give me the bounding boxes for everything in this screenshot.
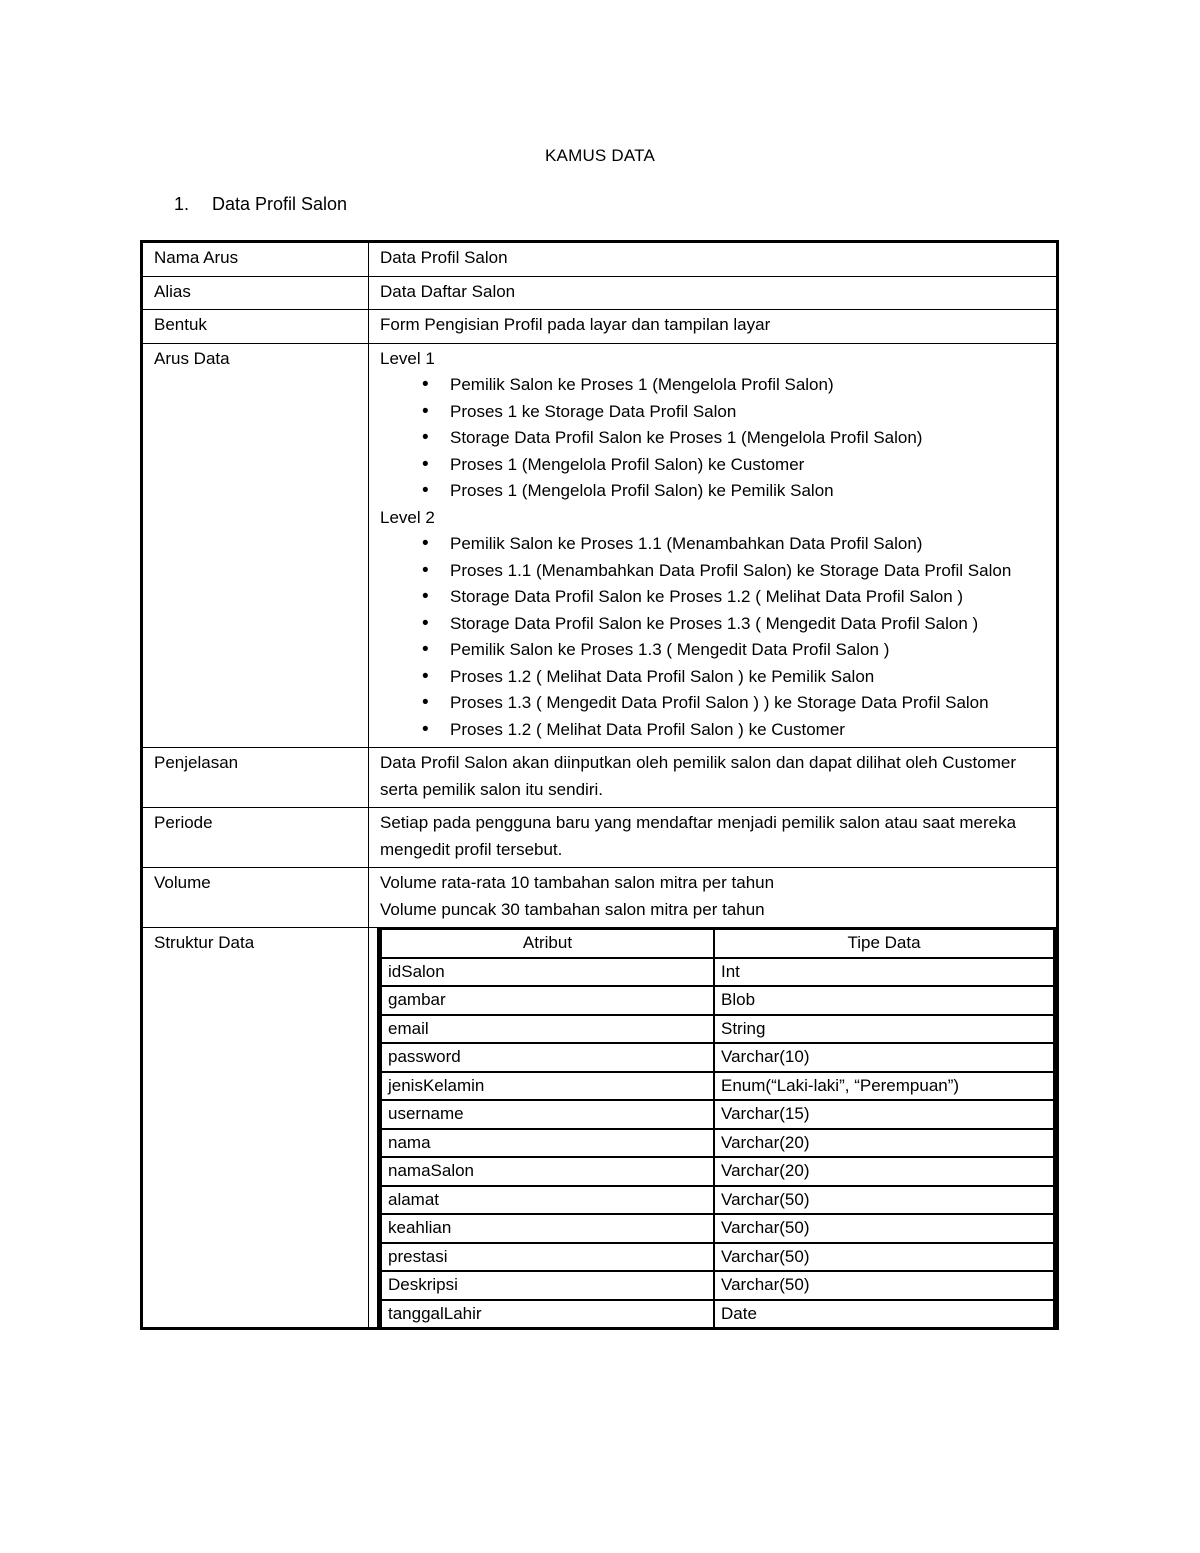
type-cell: Varchar(20): [714, 1129, 1055, 1158]
table-row: [381, 1157, 1055, 1186]
list-item: • Pemilik Salon ke Proses 1.1 (Menambahkan Data Profil Salon): [450, 531, 1046, 558]
type-cell: Varchar(50): [714, 1271, 1055, 1300]
level-2-list: [380, 531, 1046, 743]
list-item: • Proses 1 (Mengelola Profil Salon) ke Pemilik Salon: [450, 478, 1046, 505]
row-alias: [142, 276, 1058, 310]
table-row: [381, 1214, 1055, 1243]
value-nama-arus: Data Profil Salon: [369, 242, 1058, 277]
attribute-cell: alamat: [381, 1186, 714, 1215]
label-arus-data: Arus Data: [142, 343, 369, 748]
attribute-cell: nama: [381, 1129, 714, 1158]
label-bentuk: Bentuk: [142, 310, 369, 344]
label-penjelasan: Penjelasan: [142, 748, 369, 808]
list-item: • Pemilik Salon ke Proses 1 (Mengelola Profil Salon): [450, 372, 1046, 399]
type-cell: Varchar(50): [714, 1186, 1055, 1215]
list-item: • Proses 1.3 ( Mengedit Data Profil Salon ) ) ke Storage Data Profil Salon: [450, 690, 1046, 717]
type-cell: Int: [714, 958, 1055, 987]
attribute-cell: username: [381, 1100, 714, 1129]
row-arus-data: [142, 343, 1058, 748]
row-volume: [142, 868, 1058, 928]
list-item: • Pemilik Salon ke Proses 1.3 ( Mengedit Data Profil Salon ): [450, 637, 1046, 664]
value-penjelasan: Data Profil Salon akan diinputkan oleh pemilik salon dan dapat dilihat oleh Customer serta pemilik salon itu sendiri.: [369, 748, 1058, 808]
value-struktur-data: [369, 928, 1058, 1329]
value-periode: Setiap pada pengguna baru yang mendaftar menjadi pemilik salon atau saat mereka mengedit profil tersebut.: [369, 808, 1058, 868]
list-item: • Storage Data Profil Salon ke Proses 1.2 ( Melihat Data Profil Salon ): [450, 584, 1046, 611]
volume-average: Volume rata-rata 10 tambahan salon mitra per tahun: [380, 873, 775, 892]
row-periode: [142, 808, 1058, 868]
table-row: [381, 986, 1055, 1015]
type-cell: Varchar(15): [714, 1100, 1055, 1129]
table-row: [381, 1129, 1055, 1158]
type-cell: Varchar(50): [714, 1243, 1055, 1272]
section-title: Data Profil Salon: [212, 194, 348, 214]
attribute-cell: namaSalon: [381, 1157, 714, 1186]
list-item: • Storage Data Profil Salon ke Proses 1 (Mengelola Profil Salon): [450, 425, 1046, 452]
header-atribut: Atribut: [381, 929, 714, 958]
table-row: [381, 1043, 1055, 1072]
document-title: KAMUS DATA: [545, 146, 655, 165]
label-alias: Alias: [142, 276, 369, 310]
list-item: • Proses 1 (Mengelola Profil Salon) ke Customer: [450, 452, 1046, 479]
attribute-cell: prestasi: [381, 1243, 714, 1272]
row-penjelasan: [142, 748, 1058, 808]
volume-peak: Volume puncak 30 tambahan salon mitra per tahun: [380, 899, 765, 919]
header-tipe-data: Tipe Data: [714, 929, 1055, 958]
structure-header-row: [381, 929, 1055, 958]
type-cell: Varchar(50): [714, 1214, 1055, 1243]
structure-table-wrapper: [377, 928, 1056, 1327]
table-row: [381, 1100, 1055, 1129]
list-item: • Proses 1 ke Storage Data Profil Salon: [450, 399, 1046, 426]
attribute-cell: email: [381, 1015, 714, 1044]
table-row: [381, 1243, 1055, 1272]
type-cell: Varchar(10): [714, 1043, 1055, 1072]
label-volume: Volume: [142, 868, 369, 928]
attribute-cell: password: [381, 1043, 714, 1072]
data-dictionary-table: [140, 240, 1059, 1330]
label-periode: Periode: [142, 808, 369, 868]
type-cell: String: [714, 1015, 1055, 1044]
label-struktur-data: Struktur Data: [142, 928, 369, 1329]
level-1-label: Level 1: [380, 348, 435, 368]
level-1-list: [380, 372, 1046, 505]
table-row: [381, 1271, 1055, 1300]
section-number: 1.: [174, 194, 190, 214]
list-item: • Storage Data Profil Salon ke Proses 1.3 ( Mengedit Data Profil Salon ): [450, 611, 1046, 638]
label-nama-arus: Nama Arus: [142, 242, 369, 277]
table-row: [381, 1186, 1055, 1215]
table-row: [381, 1300, 1055, 1328]
attribute-cell: gambar: [381, 986, 714, 1015]
value-arus-data: [369, 343, 1058, 748]
row-struktur-data: [142, 928, 1058, 1329]
attribute-cell: tanggalLahir: [381, 1300, 714, 1328]
structure-table: [380, 928, 1056, 1327]
type-cell: Enum(“Laki-laki”, “Perempuan”): [714, 1072, 1055, 1101]
type-cell: Varchar(20): [714, 1157, 1055, 1186]
table-row: [381, 958, 1055, 987]
attribute-cell: keahlian: [381, 1214, 714, 1243]
type-cell: Blob: [714, 986, 1055, 1015]
type-cell: Date: [714, 1300, 1055, 1328]
row-nama-arus: [142, 242, 1058, 277]
attribute-cell: Deskripsi: [381, 1271, 714, 1300]
value-volume: [369, 868, 1058, 928]
level-2-label: Level 2: [380, 507, 435, 527]
list-item: • Proses 1.2 ( Melihat Data Profil Salon ) ke Customer: [450, 717, 1046, 744]
value-bentuk: Form Pengisian Profil pada layar dan tampilan layar: [369, 310, 1058, 344]
table-row: [381, 1072, 1055, 1101]
section-heading: [174, 194, 347, 215]
list-item: • Proses 1.1 (Menambahkan Data Profil Salon) ke Storage Data Profil Salon: [450, 558, 1046, 585]
value-alias: Data Daftar Salon: [369, 276, 1058, 310]
row-bentuk: [142, 310, 1058, 344]
list-item: • Proses 1.2 ( Melihat Data Profil Salon ) ke Pemilik Salon: [450, 664, 1046, 691]
attribute-cell: jenisKelamin: [381, 1072, 714, 1101]
attribute-cell: idSalon: [381, 958, 714, 987]
table-row: [381, 1015, 1055, 1044]
